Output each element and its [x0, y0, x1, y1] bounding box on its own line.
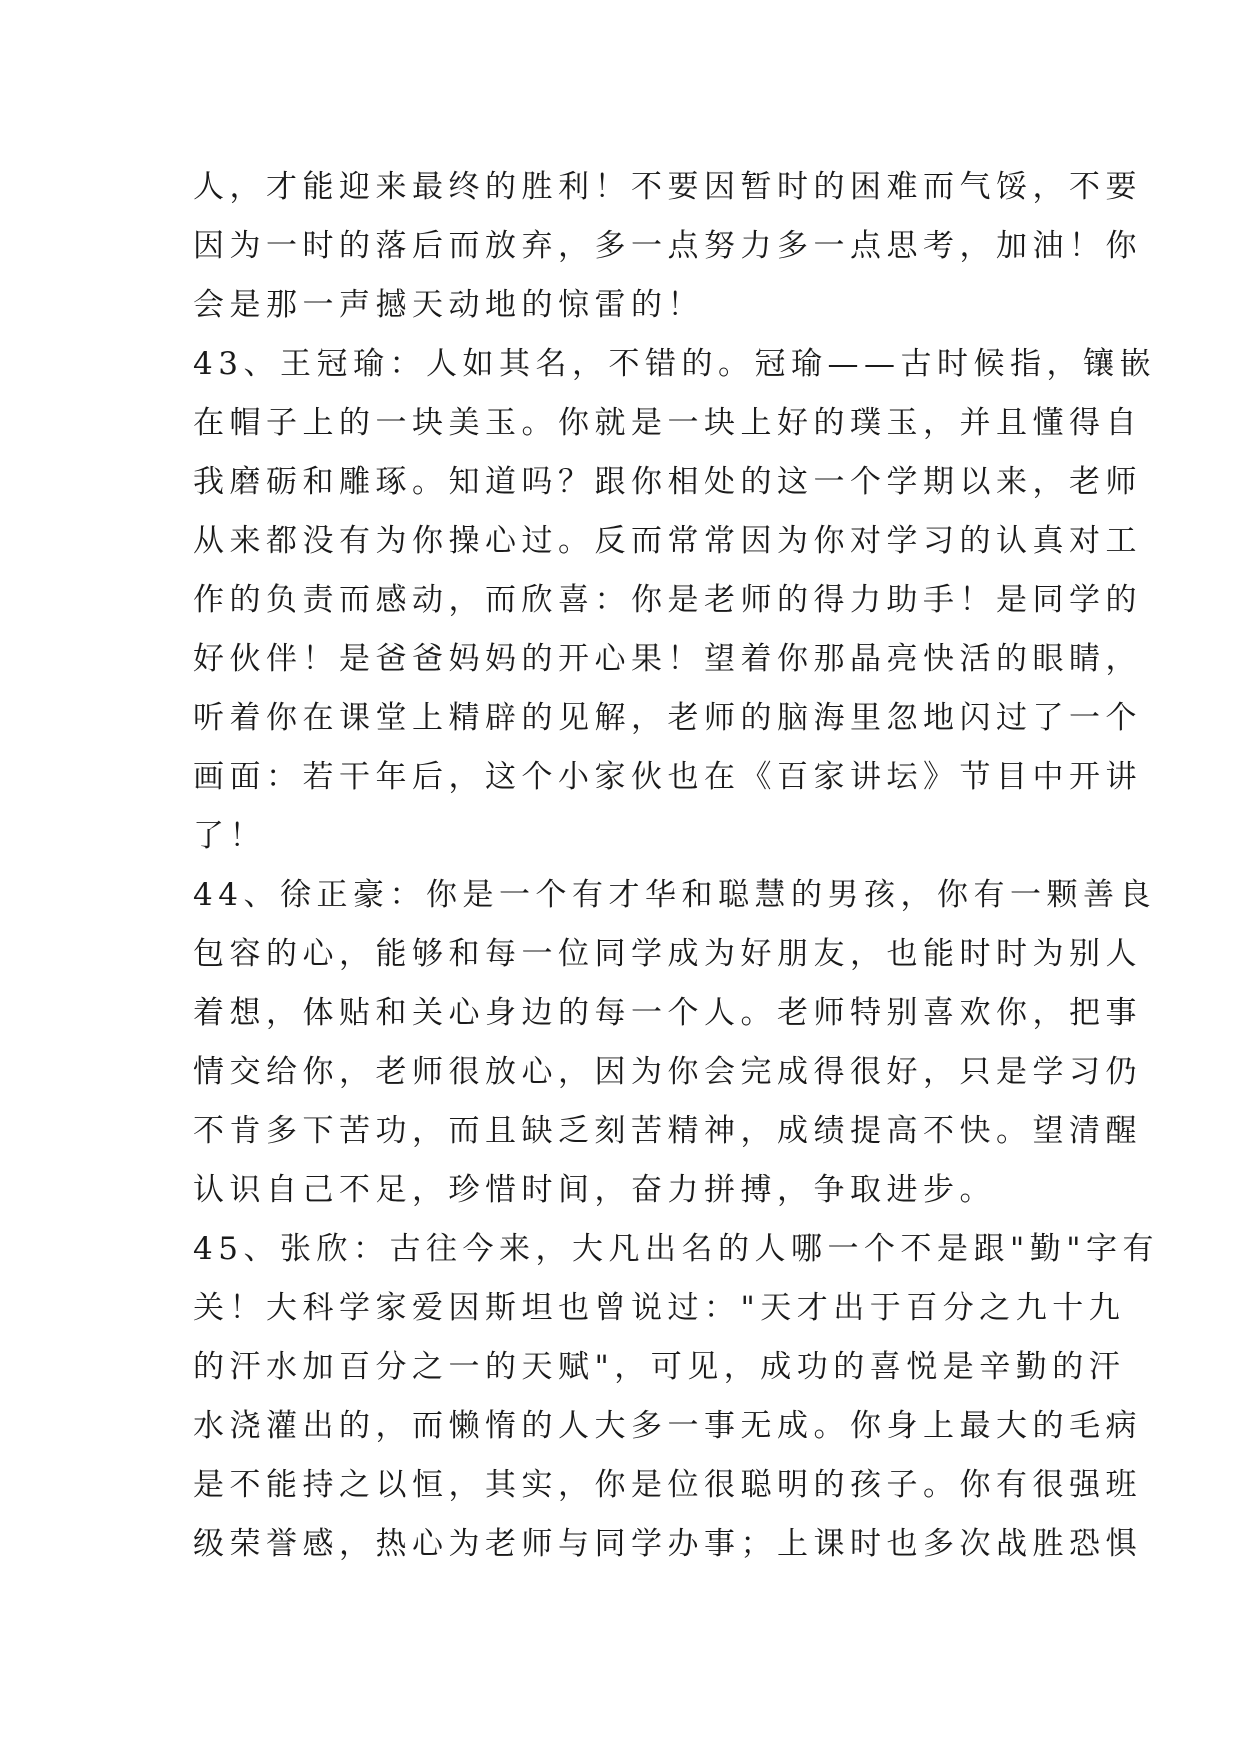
text-line: 着想，体贴和关心身边的每一个人。老师特别喜欢你，把事	[193, 995, 1142, 1031]
text-line: 在帽子上的一块美玉。你就是一块上好的璞玉，并且懂得自	[193, 405, 1142, 441]
text-line: 我磨砺和雕琢。知道吗？跟你相处的这一个学期以来，老师	[193, 464, 1142, 500]
text-line: 人，才能迎来最终的胜利！不要因暂时的困难而气馁，不要	[193, 169, 1142, 205]
text-line: 级荣誉感，热心为老师与同学办事；上课时也多次战胜恐惧	[193, 1526, 1142, 1562]
text-line: 作的负责而感动，而欣喜：你是老师的得力助手！是同学的	[193, 582, 1142, 618]
text-line: 的汗水加百分之一的天赋"，可见，成功的喜悦是辛勤的汗	[193, 1349, 1126, 1385]
text-line: 因为一时的落后而放弃，多一点努力多一点思考，加油！你	[193, 228, 1142, 264]
text-line: 会是那一声撼天动地的惊雷的！	[193, 287, 704, 323]
text-line: 了！	[193, 818, 266, 854]
text-line: 是不能持之以恒，其实，你是位很聪明的孩子。你有很强班	[193, 1467, 1142, 1503]
document-body	[193, 158, 1159, 1574]
text-line: 不肯多下苦功，而且缺乏刻苦精神，成绩提高不快。望清醒	[193, 1113, 1142, 1149]
text-line: 水浇灌出的，而懒惰的人大多一事无成。你身上最大的毛病	[193, 1408, 1142, 1444]
text-line: 认识自己不足，珍惜时间，奋力拼搏，争取进步。	[193, 1172, 996, 1208]
text-line: 画面：若干年后，这个小家伙也在《百家讲坛》节目中开讲	[193, 759, 1142, 795]
text-line: 45、张欣：古往今来，大凡出名的人哪一个不是跟"勤"字有	[193, 1231, 1159, 1267]
text-line: 从来都没有为你操心过。反而常常因为你对学习的认真对工	[193, 523, 1142, 559]
text-line: 43、王冠瑜：人如其名，不错的。冠瑜——古时候指，镶嵌	[193, 346, 1156, 382]
text-line: 听着你在课堂上精辟的见解，老师的脑海里忽地闪过了一个	[193, 700, 1142, 736]
text-line: 包容的心，能够和每一位同学成为好朋友，也能时时为别人	[193, 936, 1142, 972]
text-line: 好伙伴！是爸爸妈妈的开心果！望着你那晶亮快活的眼睛，	[193, 641, 1142, 677]
text-line: 44、徐正豪：你是一个有才华和聪慧的男孩，你有一颗善良	[193, 877, 1156, 913]
text-line: 关！大科学家爱因斯坦也曾说过："天才出于百分之九十九	[193, 1290, 1126, 1326]
text-line: 情交给你，老师很放心，因为你会完成得很好，只是学习仍	[193, 1054, 1142, 1090]
